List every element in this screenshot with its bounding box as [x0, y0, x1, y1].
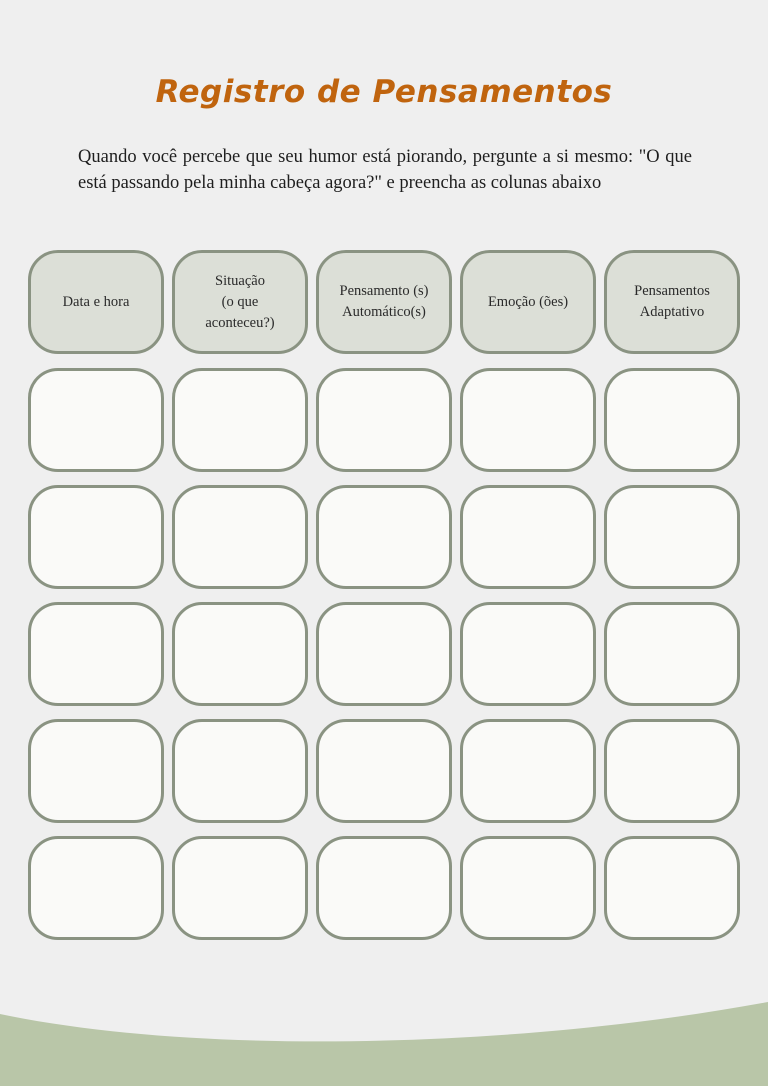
- column-header-situation: Situação (o que aconteceu?): [172, 250, 308, 354]
- entry-cell-date-time[interactable]: [28, 368, 164, 472]
- table-row: [28, 602, 740, 706]
- entry-cell-situation[interactable]: [172, 485, 308, 589]
- entry-cell-adaptive-thoughts[interactable]: [604, 368, 740, 472]
- column-header-emotions: Emoção (ões): [460, 250, 596, 354]
- entry-cell-situation[interactable]: [172, 368, 308, 472]
- decorative-wave: [0, 996, 768, 1086]
- table-row: [28, 368, 740, 472]
- table-row: [28, 719, 740, 823]
- entry-cell-automatic-thoughts[interactable]: [316, 836, 452, 940]
- entry-cell-emotions[interactable]: [460, 485, 596, 589]
- entry-cell-automatic-thoughts[interactable]: [316, 602, 452, 706]
- thought-record-table: [28, 250, 740, 953]
- header-row: [28, 250, 740, 354]
- entry-cell-adaptive-thoughts[interactable]: [604, 485, 740, 589]
- entry-cell-automatic-thoughts[interactable]: [316, 485, 452, 589]
- entry-cell-automatic-thoughts[interactable]: [316, 719, 452, 823]
- wave-shape: [0, 1002, 768, 1086]
- instructions-text: Quando você percebe que seu humor está piorando, pergunte a si mesmo: "O que está passando pela minha cabeça agora?" e preencha as colunas abaixo: [78, 147, 692, 193]
- entry-cell-situation[interactable]: [172, 602, 308, 706]
- entry-cell-automatic-thoughts[interactable]: [316, 368, 452, 472]
- entry-cell-date-time[interactable]: [28, 719, 164, 823]
- entry-cell-emotions[interactable]: [460, 602, 596, 706]
- entry-cell-date-time[interactable]: [28, 485, 164, 589]
- entry-cell-adaptive-thoughts[interactable]: [604, 836, 740, 940]
- entry-cell-date-time[interactable]: [28, 836, 164, 940]
- column-header-date-time: Data e hora: [28, 250, 164, 354]
- entry-cell-emotions[interactable]: [460, 368, 596, 472]
- entry-cell-adaptive-thoughts[interactable]: [604, 719, 740, 823]
- entry-cell-situation[interactable]: [172, 719, 308, 823]
- entry-cell-date-time[interactable]: [28, 602, 164, 706]
- entry-cell-situation[interactable]: [172, 836, 308, 940]
- page-title: Registro de Pensamentos: [155, 74, 613, 110]
- column-header-automatic-thoughts: Pensamento (s) Automático(s): [316, 250, 452, 354]
- entry-cell-emotions[interactable]: [460, 836, 596, 940]
- column-header-adaptive-thoughts: Pensamentos Adaptativo: [604, 250, 740, 354]
- entry-cell-emotions[interactable]: [460, 719, 596, 823]
- entry-cell-adaptive-thoughts[interactable]: [604, 602, 740, 706]
- table-row: [28, 836, 740, 940]
- table-row: [28, 485, 740, 589]
